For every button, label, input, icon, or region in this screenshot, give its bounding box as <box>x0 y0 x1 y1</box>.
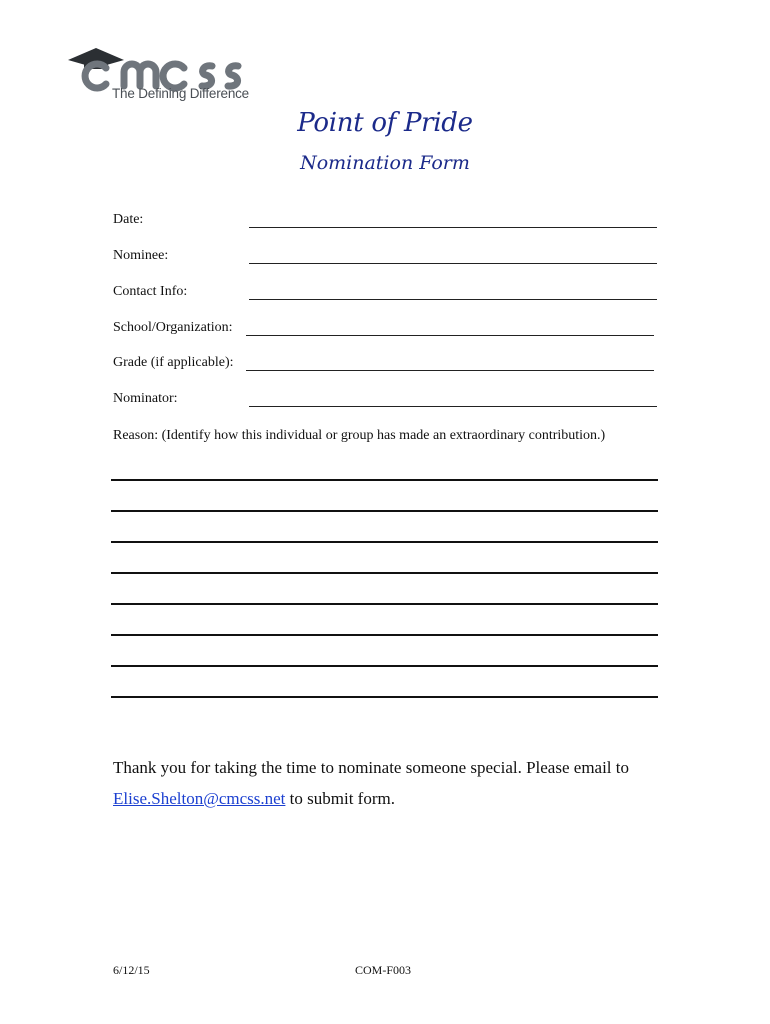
form-title: Point of Pride <box>297 108 473 138</box>
contact-info-field[interactable] <box>249 298 657 300</box>
reason-line[interactable] <box>111 572 658 574</box>
reason-label: Reason: (Identify how this individual or group has made an extraordinary contribution.) <box>113 428 606 443</box>
reason-line[interactable] <box>111 510 658 512</box>
reason-line[interactable] <box>111 634 658 636</box>
reason-line[interactable] <box>111 479 658 481</box>
logo-tagline: The Defining Difference <box>112 86 249 101</box>
cmcss-logo <box>66 42 256 112</box>
nominee-field[interactable] <box>249 262 657 264</box>
contact-info-label: Contact Info: <box>113 284 188 299</box>
reason-line[interactable] <box>111 603 658 605</box>
nominator-field[interactable] <box>249 405 657 407</box>
date-label: Date: <box>113 212 144 227</box>
school-organization-field[interactable] <box>246 334 654 336</box>
email-link[interactable]: Elise.Shelton@cmcss.net <box>113 789 286 808</box>
thank-you-message <box>113 752 673 814</box>
date-field[interactable] <box>249 226 657 228</box>
nominee-label: Nominee: <box>113 248 169 263</box>
form-subtitle: Nomination Form <box>300 152 470 174</box>
school-organization-label: School/Organization: <box>113 320 233 335</box>
grade-label: Grade (if applicable): <box>113 355 234 370</box>
reason-line[interactable] <box>111 696 658 698</box>
thank-you-text: Thank you for taking the time to nominate someone special. Please email to <box>113 758 630 777</box>
footer-form-code: COM-F003 <box>355 963 412 977</box>
footer-date: 6/12/15 <box>113 963 150 977</box>
submit-text: to submit form. <box>285 789 395 808</box>
reason-line[interactable] <box>111 541 658 543</box>
grade-field[interactable] <box>246 369 654 371</box>
reason-line[interactable] <box>111 665 658 667</box>
nominator-label: Nominator: <box>113 391 178 406</box>
